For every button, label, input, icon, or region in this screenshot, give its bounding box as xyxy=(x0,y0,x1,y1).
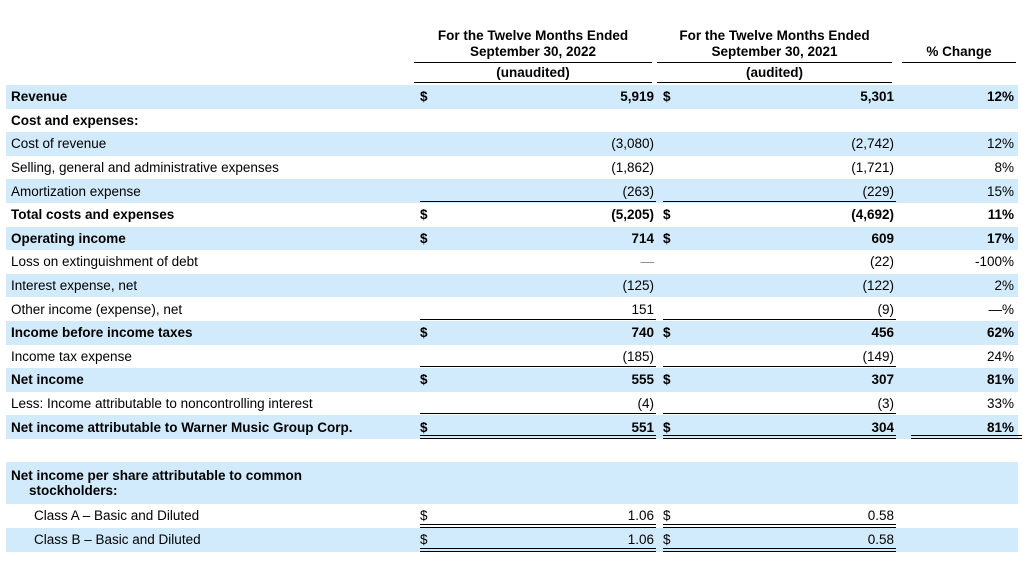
value-2021: 609 xyxy=(871,230,894,246)
subtotal-rule xyxy=(663,319,896,320)
row-label: Income tax expense xyxy=(11,348,132,364)
value-2021: (122) xyxy=(862,278,894,294)
pct-change: 2% xyxy=(994,278,1014,294)
table-row-operating-income xyxy=(6,227,1018,251)
value-2022: (5,205) xyxy=(611,207,654,223)
row-label: Class A – Basic and Diluted xyxy=(34,508,200,524)
table-row-total-costs xyxy=(6,203,1018,227)
currency-symbol: $ xyxy=(663,532,671,548)
header-col-2021-line2: September 30, 2021 xyxy=(711,44,838,59)
total-double-rule xyxy=(420,435,656,439)
value-2021: (229) xyxy=(862,183,894,199)
table-row-eps-class-a xyxy=(6,504,1018,528)
value-2022: 151 xyxy=(631,301,654,317)
header-col-2021-sub: (audited) xyxy=(746,65,803,80)
table-row-net-income xyxy=(6,368,1018,392)
row-label: Net income attributable to Warner Music Group Corp. xyxy=(11,419,353,435)
header-rule-pct xyxy=(902,62,1016,63)
value-2021: (2,742) xyxy=(851,136,894,152)
row-label: Selling, general and administrative expenses xyxy=(11,160,279,176)
row-label: Less: Income attributable to noncontrolling interest xyxy=(11,396,313,412)
header-rule-2021-bottom xyxy=(657,82,892,83)
pct-change: 17% xyxy=(986,230,1014,246)
value-2021: 307 xyxy=(871,372,894,388)
currency-symbol: $ xyxy=(420,419,428,435)
value-2022: 714 xyxy=(631,230,654,246)
pct-change: -100% xyxy=(974,254,1014,270)
value-2022: 1.06 xyxy=(627,508,654,524)
row-label: Amortization expense xyxy=(11,183,141,199)
subtotal-rule xyxy=(663,366,896,367)
value-2022: 555 xyxy=(631,372,654,388)
table-row-cost-of-revenue xyxy=(6,132,1018,156)
value-2022: (185) xyxy=(622,348,654,364)
total-double-rule xyxy=(420,548,656,552)
header-col-2022 xyxy=(414,28,652,60)
value-2022: — xyxy=(640,254,654,270)
value-2022: 740 xyxy=(631,325,654,341)
pct-change: 62% xyxy=(986,325,1014,341)
pct-change: —% xyxy=(988,301,1014,317)
header-rule-2021 xyxy=(657,62,892,63)
table-row-revenue xyxy=(6,85,1018,109)
currency-symbol: $ xyxy=(663,230,671,246)
pct-change: 8% xyxy=(994,160,1014,176)
table-row-noncontrolling xyxy=(6,392,1018,416)
value-2021: (3) xyxy=(877,396,894,412)
table-row-eps-heading xyxy=(6,462,1018,504)
header-col-2021-line1: For the Twelve Months Ended xyxy=(679,28,870,43)
table-row-amortization xyxy=(6,179,1018,203)
row-label: Net income xyxy=(11,372,84,388)
value-2022: 5,919 xyxy=(620,89,654,105)
table-row-income-before-taxes xyxy=(6,321,1018,345)
subtotal-rule xyxy=(420,366,656,367)
currency-symbol: $ xyxy=(663,419,671,435)
value-2021: (1,721) xyxy=(851,160,894,176)
pct-change: 81% xyxy=(986,372,1014,388)
header-rule-2022-bottom xyxy=(414,82,652,83)
table-row-sga xyxy=(6,156,1018,180)
total-double-rule xyxy=(663,548,896,552)
header-rule-2022 xyxy=(414,62,652,63)
value-2022: (125) xyxy=(622,278,654,294)
row-label: Total costs and expenses xyxy=(11,207,175,223)
currency-symbol: $ xyxy=(420,508,428,524)
row-label: Operating income xyxy=(11,230,126,246)
subtotal-rule xyxy=(663,201,896,202)
pct-change: 12% xyxy=(986,89,1014,105)
subtotal-rule xyxy=(663,413,896,414)
value-2021: (22) xyxy=(869,254,894,270)
currency-symbol: $ xyxy=(420,230,428,246)
value-2021: (4,692) xyxy=(851,207,894,223)
header-col-2022-line2: September 30, 2022 xyxy=(469,44,597,59)
currency-symbol: $ xyxy=(420,372,428,388)
pct-change: 24% xyxy=(986,348,1014,364)
eps-heading-line2: stockholders: xyxy=(29,483,118,498)
header-col-pct-change: % Change xyxy=(926,44,992,59)
row-label: Revenue xyxy=(11,89,68,105)
row-label: Cost of revenue xyxy=(11,136,107,152)
pct-change: 33% xyxy=(986,396,1014,412)
value-2021: 456 xyxy=(871,325,894,341)
currency-symbol: $ xyxy=(420,207,428,223)
currency-symbol: $ xyxy=(663,508,671,524)
row-label: Class B – Basic and Diluted xyxy=(34,532,201,548)
total-double-rule xyxy=(663,435,896,439)
table-row-eps-class-b xyxy=(6,528,1018,552)
table-row-loss-extinguishment xyxy=(6,250,1018,274)
currency-symbol: $ xyxy=(420,89,428,105)
pct-change: 15% xyxy=(986,183,1014,199)
eps-heading-line1: Net income per share attributable to common xyxy=(11,468,303,483)
pct-change: 12% xyxy=(986,136,1014,152)
total-double-rule xyxy=(663,524,896,528)
value-2022: (3,080) xyxy=(611,136,654,152)
currency-symbol: $ xyxy=(663,207,671,223)
value-2022: (1,862) xyxy=(611,160,654,176)
currency-symbol: $ xyxy=(663,89,671,105)
header-col-2022-sub: (unaudited) xyxy=(496,65,570,80)
currency-symbol: $ xyxy=(420,532,428,548)
value-2021: 0.58 xyxy=(867,508,894,524)
value-2021: (9) xyxy=(877,301,894,317)
row-label: Loss on extinguishment of debt xyxy=(11,254,198,270)
eps-heading xyxy=(11,462,391,504)
subtotal-rule xyxy=(420,201,656,202)
value-2022: 551 xyxy=(631,419,654,435)
row-label: Income before income taxes xyxy=(11,325,193,341)
currency-symbol: $ xyxy=(663,325,671,341)
total-double-rule xyxy=(420,524,656,528)
currency-symbol: $ xyxy=(420,325,428,341)
value-2022: 1.06 xyxy=(627,532,654,548)
row-label: Cost and expenses: xyxy=(11,112,139,128)
pct-change: 81% xyxy=(986,419,1014,435)
header-col-2021 xyxy=(657,28,892,60)
table-row-cost-heading xyxy=(6,109,1018,133)
table-row-interest-expense xyxy=(6,274,1018,298)
value-2021: 304 xyxy=(871,419,894,435)
total-double-rule xyxy=(911,435,1022,439)
table-row-net-income-attributable xyxy=(6,415,1018,439)
table-row-other-income xyxy=(6,297,1018,321)
header-col-2022-line1: For the Twelve Months Ended xyxy=(437,28,629,43)
value-2022: (4) xyxy=(637,396,654,412)
row-label: Interest expense, net xyxy=(11,278,138,294)
value-2021: 5,301 xyxy=(860,89,894,105)
table-row-income-tax xyxy=(6,345,1018,369)
subtotal-rule xyxy=(420,319,656,320)
row-label: Other income (expense), net xyxy=(11,301,183,317)
value-2021: (149) xyxy=(862,348,894,364)
subtotal-rule xyxy=(420,413,656,414)
currency-symbol: $ xyxy=(663,372,671,388)
pct-change: 11% xyxy=(987,207,1014,223)
value-2022: (263) xyxy=(622,183,654,199)
value-2021: 0.58 xyxy=(867,532,894,548)
